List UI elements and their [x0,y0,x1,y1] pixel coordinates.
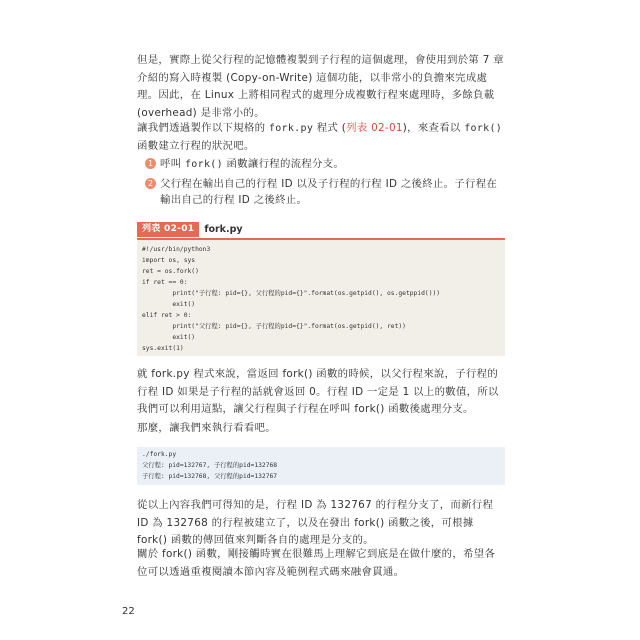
listing-reference[interactable]: 列表 02-01 [346,122,403,134]
paragraph-copy-on-write: 但是，實際上從父行程的記憶體複製到子行程的這個處理，會使用到於第 7 章介紹的寫入時複製 (Copy-on-Write) 這個功能，以非常小的負擔來完成處理。因此，在 Linux 上將相同程式的處理分成複數行程來處理時，多餘負載 (overhead) 是非常小的。 [137,54,504,119]
code-listing-text: #!/usr/bin/python3 import os, sys ret = os.fork() if ret == 0: print("子行程: pid={}, 父行程的pid={}".format(os.getpid(), os.getppid())) exit() elif ret > 0: print("父行程: pid={}, 子行程的pid={}".format(os.getpid(), ret)) exit() sys.exit(1) [142,246,441,352]
bullet-text-pre: 呼叫 [160,158,185,170]
number-badge: 2 [145,178,156,189]
paragraph-run-prompt: 那麼，讓我們來執行看看吧。 [137,422,276,434]
bullet-text-post: 函數讓行程的流程分支。 [222,158,345,170]
number-badge: 1 [145,158,156,169]
paragraph-closing: 關於 fork() 函數，剛接觸時實在很難馬上理解它到底是在做什麼的，希望各位可以透過重複閱讀本節內容及範例程式碼來融會貫通。 [137,548,496,578]
inline-code-fork-func: fork() [184,159,223,170]
terminal-output-block [137,447,505,485]
inline-code-fork-py: fork.py [268,123,314,134]
intro-text-end: 函數建立行程的狀況吧。 [137,139,255,152]
code-listing-block [137,238,505,356]
bullet-text-pre: 父行程在輸出自己的行程 ID 以及子行程的行程 ID 之後終止。子行程在輸出自己的行程 ID 之後終止。 [160,178,498,206]
inline-code-fork-func: fork() [464,123,503,134]
terminal-output-text: ./fork.py 父行程: pid=132767, 子行程的pid=132768 子行程: pid=132768, 父行程的pid=132767 [142,451,278,480]
listing-header [137,222,243,236]
spec-list [145,156,505,211]
intro-text-before: 讓我們透過製作以下規格的 [137,122,269,134]
list-item [145,156,505,173]
page-number: 22 [122,606,135,617]
paragraph-result-analysis: 從以上內容我們可得知的是，行程 ID 為 132767 的行程分支了，而新行程 ID 為 132768 的行程被建立了，以及在發出 fork() 函數之後，可根據 fork() 函數的傳回值來判斷各自的處理是分支的。 [137,499,494,546]
intro-text-after: )，來查看以 [402,122,465,134]
intro-text-middle: 程式 ( [313,122,347,134]
list-item [145,176,505,208]
listing-tag: 列表 02-01 [137,222,199,237]
paragraph-fork-explanation: 就 fork.py 程式來說，當返回 fork() 函數的時候，以父行程來說，子行程的行程 ID 如果是子行程的話就會返回 0。行程 ID 一定是 1 以上的數值，所以我們可以利用這點，讓父行程與子行程在呼叫 fork() 函數後處理分支。 [137,368,499,415]
listing-filename: fork.py [204,223,243,235]
paragraph-fork-intro [137,120,505,155]
